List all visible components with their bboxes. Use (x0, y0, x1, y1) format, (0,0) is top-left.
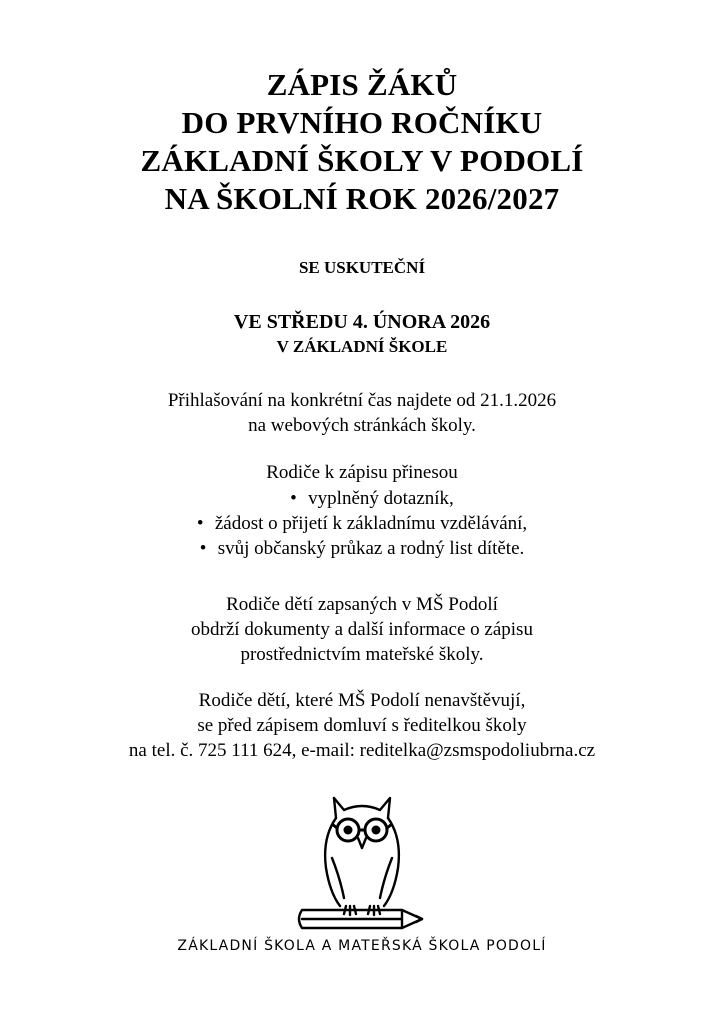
title-line-4: NA ŠKOLNÍ ROK 2026/2027 (164, 181, 560, 216)
event-place: V ZÁKLADNÍ ŠKOLE (276, 337, 448, 356)
other-children-info (0, 688, 724, 763)
registration-info (0, 388, 724, 438)
bullet-icon: • (199, 538, 207, 559)
registration-line-2: na webových stránkách školy. (248, 415, 476, 436)
title-line-3: ZÁKLADNÍ ŠKOLY V PODOLÍ (140, 143, 584, 178)
documents-heading: Rodiče k zápisu přinesou (266, 462, 458, 483)
documents-list (0, 486, 724, 561)
owl-on-pencil-icon (292, 788, 432, 938)
registration-line-1: Přihlašování na konkrétní čas najdete od 21.1.2026 (167, 390, 557, 411)
other-children-line-1: Rodiče dětí, které MŠ Podolí nenavštěvují, (198, 690, 526, 711)
other-children-line-2: se před zápisem domluví s ředitelkou školy (197, 715, 527, 736)
list-item: • žádost o přijetí k základnímu vzdělávání, (196, 513, 528, 534)
title-line-2: DO PRVNÍHO ROČNÍKU (181, 105, 543, 140)
title-line-1: ZÁPIS ŽÁKŮ (266, 67, 458, 102)
page-title (0, 66, 724, 218)
ms-children-line-3: prostřednictvím mateřské školy. (240, 644, 484, 665)
ms-children-info (0, 592, 724, 667)
ms-children-line-2: obdrží dokumenty a další informace o zápisu (191, 619, 533, 640)
other-children-line-3: na tel. č. 725 111 624, e-mail: reditelka@zsmspodoliubrna.cz (128, 740, 596, 761)
event-intro: SE USKUTEČNÍ (298, 258, 426, 277)
ms-children-line-1: Rodiče dětí zapsaných v MŠ Podolí (226, 594, 498, 615)
event-date: VE STŘEDU 4. ÚNORA 2026 (233, 311, 491, 333)
list-item: • svůj občanský průkaz a rodný list dítěte. (199, 538, 525, 559)
bullet-icon: • (290, 488, 297, 509)
list-item: • vyplněný dotazník, (290, 488, 454, 509)
school-name-footer: ZÁKLADNÍ ŠKOLA A MATEŘSKÁ ŠKOLA PODOLÍ (177, 938, 547, 954)
bullet-icon: • (196, 513, 204, 534)
